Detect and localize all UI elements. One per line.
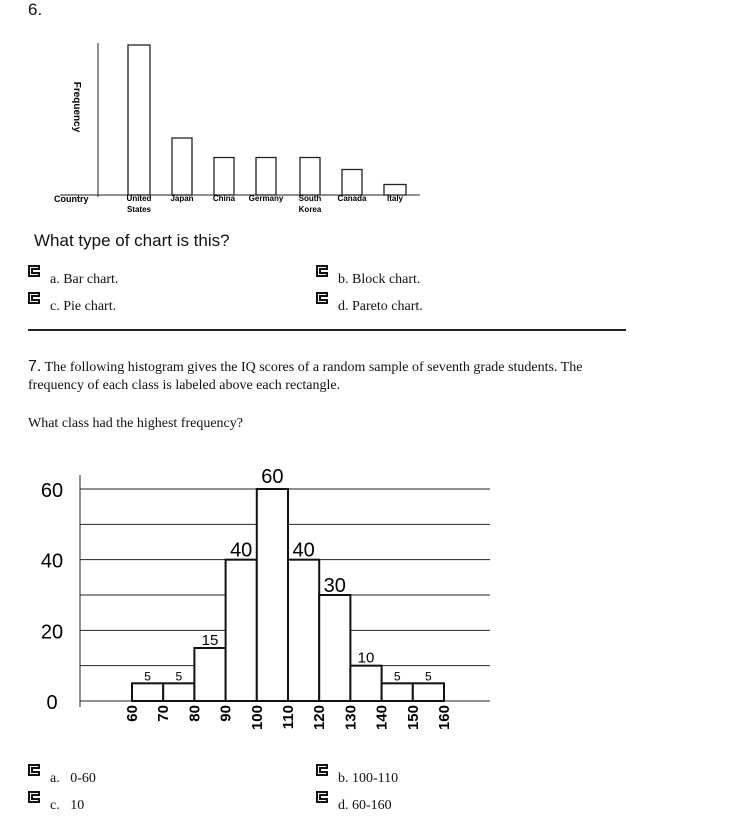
category-label: States (126, 205, 152, 214)
category-label: South (298, 194, 322, 203)
bar-value-label: 30 (323, 575, 346, 597)
bar-value-label: 60 (261, 466, 284, 488)
histogram-bar (413, 683, 444, 701)
option-text: Bar chart. (63, 272, 119, 287)
option-text: Block chart. (352, 272, 421, 287)
category-label: China (212, 194, 236, 203)
bar-china (214, 158, 234, 196)
question-7-text: The following histogram gives the IQ scores of a random sample of seventh grade students. The frequency of each class is labeled above each rectangle. (28, 360, 583, 393)
histogram-bar (288, 560, 319, 701)
histogram-bar (194, 648, 225, 701)
x-tick-label: 70 (155, 705, 173, 722)
category-label: Italy (386, 194, 404, 203)
option-text: Pie chart. (63, 299, 117, 314)
section-divider (28, 329, 626, 331)
x-axis-label: Country (54, 194, 89, 204)
bar-value-label: 5 (144, 669, 151, 684)
histogram-bar (163, 683, 194, 701)
checkbox-icon[interactable] (28, 265, 40, 277)
bar-south-korea (300, 158, 320, 196)
checkbox-icon[interactable] (316, 265, 328, 277)
option-letter: c. (50, 299, 60, 314)
checkbox-icon[interactable] (316, 764, 328, 776)
checkbox-icon[interactable] (316, 292, 328, 304)
x-tick-label: 150 (404, 705, 422, 731)
question-6-prompt: What type of chart is this? (34, 231, 230, 250)
option-letter: c. (50, 798, 60, 813)
question-7-prompt: What class had the highest frequency? (28, 416, 243, 431)
bar-value-label: 10 (357, 649, 375, 667)
bar-germany (256, 158, 276, 196)
bar-value-label: 40 (292, 539, 315, 562)
option-letter: a. (50, 771, 60, 786)
option-text: 60-160 (352, 798, 392, 813)
option-letter: a. (50, 272, 60, 287)
option-text: 10 (70, 798, 85, 813)
bar-value-label: 40 (230, 539, 253, 562)
option-6a[interactable] (28, 268, 118, 288)
checkbox-icon[interactable] (28, 791, 40, 803)
bar-value-label: 5 (175, 669, 183, 684)
option-7a[interactable] (28, 767, 96, 787)
option-7c[interactable] (28, 794, 84, 814)
y-tick-label: 60 (40, 480, 64, 502)
category-label: Canada (337, 194, 367, 203)
option-text: 0-60 (70, 771, 96, 786)
x-tick-label: 130 (342, 705, 360, 731)
category-label: United (126, 194, 152, 203)
y-axis-label: Frequency (71, 81, 82, 133)
y-tick-label: 20 (40, 621, 64, 644)
bar-value-label: 5 (393, 669, 401, 684)
question-6-number: 6. (28, 0, 43, 19)
x-tick-label: 90 (217, 705, 235, 722)
country-bar-chart (40, 35, 440, 225)
checkbox-icon[interactable] (28, 292, 40, 304)
x-tick-label: 120 (311, 705, 329, 731)
question-7-intro (28, 358, 608, 395)
option-letter: d. (338, 798, 349, 813)
iq-histogram (30, 455, 500, 745)
option-6d[interactable] (316, 295, 423, 315)
bar-value-label: 5 (425, 669, 432, 684)
checkbox-icon[interactable] (316, 791, 328, 803)
x-tick-label: 60 (124, 705, 141, 722)
option-text: Pareto chart. (352, 299, 423, 314)
histogram-bar (382, 683, 413, 701)
option-letter: b. (338, 771, 349, 786)
histogram-bar (132, 683, 163, 701)
category-label: Germany (248, 194, 284, 203)
x-tick-label: 110 (280, 705, 297, 730)
histogram-bar (319, 595, 350, 701)
x-tick-label: 160 (436, 705, 453, 731)
option-7b[interactable] (316, 767, 398, 787)
histogram-bar (226, 560, 257, 701)
option-letter: d. (338, 299, 349, 314)
bar-japan (172, 138, 192, 195)
category-label: Korea (298, 205, 322, 214)
histogram-bar (350, 666, 381, 701)
bar-canada (342, 170, 362, 196)
option-text: 100-110 (352, 771, 399, 786)
y-tick-label: 0 (46, 692, 58, 714)
bar-value-label: 15 (201, 632, 219, 649)
bar-united-states (128, 45, 150, 195)
option-6c[interactable] (28, 295, 116, 315)
option-letter: b. (338, 272, 349, 287)
x-tick-label: 100 (248, 705, 266, 731)
option-6b[interactable] (316, 268, 420, 288)
x-tick-label: 140 (373, 705, 391, 731)
question-7-number: 7. (28, 358, 42, 375)
x-tick-label: 80 (186, 705, 204, 722)
histogram-bar (257, 489, 288, 701)
option-7d[interactable] (316, 794, 392, 814)
category-label: Japan (170, 194, 194, 203)
y-tick-label: 40 (40, 550, 64, 573)
checkbox-icon[interactable] (28, 764, 40, 776)
